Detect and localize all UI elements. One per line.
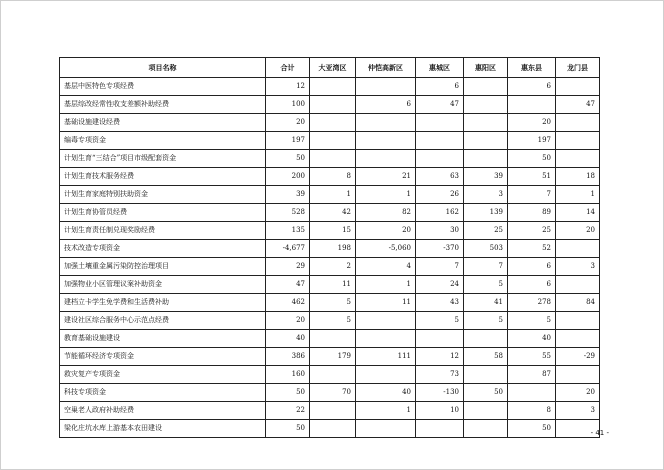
cell-zhongkai: 20 <box>356 222 416 240</box>
cell-huiyang: 503 <box>464 240 508 258</box>
cell-huiyang <box>464 330 508 348</box>
cell-project-name: 空巢老人政府补助经费 <box>60 402 266 420</box>
cell-huidong: 87 <box>508 366 556 384</box>
cell-zhongkai: 40 <box>356 384 416 402</box>
cell-project-name: 建档立卡学生免学费和生活费补助 <box>60 294 266 312</box>
table-row <box>60 348 600 366</box>
cell-zhongkai <box>356 114 416 132</box>
cell-dayawan: 11 <box>310 276 356 294</box>
cell-dayawan: 42 <box>310 204 356 222</box>
cell-longmen: 20 <box>556 222 600 240</box>
cell-dayawan: 5 <box>310 312 356 330</box>
cell-project-name: 基层综改经常性收支差额补助经费 <box>60 96 266 114</box>
cell-total: 462 <box>266 294 310 312</box>
cell-huidong: 52 <box>508 240 556 258</box>
cell-zhongkai <box>356 132 416 150</box>
cell-total: 29 <box>266 258 310 276</box>
cell-project-name: 加强土壤重金属污染防控治理项目 <box>60 258 266 276</box>
cell-dayawan <box>310 402 356 420</box>
cell-longmen: 14 <box>556 204 600 222</box>
cell-total: 135 <box>266 222 310 240</box>
cell-longmen: 47 <box>556 96 600 114</box>
cell-total: 100 <box>266 96 310 114</box>
cell-huiyang <box>464 96 508 114</box>
cell-huicheng <box>416 420 464 438</box>
cell-huicheng: -130 <box>416 384 464 402</box>
cell-huiyang: 5 <box>464 276 508 294</box>
header-dayawan: 大亚湾区 <box>310 58 356 78</box>
cell-total: 47 <box>266 276 310 294</box>
cell-total: 50 <box>266 384 310 402</box>
cell-zhongkai: 11 <box>356 294 416 312</box>
cell-project-name: 计划生育责任制兑现奖励经费 <box>60 222 266 240</box>
cell-longmen: 84 <box>556 294 600 312</box>
table-row <box>60 186 600 204</box>
cell-huidong: 7 <box>508 186 556 204</box>
cell-huicheng: 24 <box>416 276 464 294</box>
cell-project-name: 梁化庄坑水库上游基本农田建设 <box>60 420 266 438</box>
table-row <box>60 78 600 96</box>
cell-huicheng: 162 <box>416 204 464 222</box>
header-huiyang: 惠阳区 <box>464 58 508 78</box>
cell-huiyang: 39 <box>464 168 508 186</box>
page-number: - 41 - <box>590 429 609 437</box>
cell-huiyang <box>464 132 508 150</box>
cell-zhongkai: 1 <box>356 186 416 204</box>
cell-zhongkai <box>356 312 416 330</box>
cell-longmen <box>556 276 600 294</box>
cell-total: 20 <box>266 114 310 132</box>
header-huidong: 惠东县 <box>508 58 556 78</box>
cell-huicheng <box>416 330 464 348</box>
cell-dayawan: 8 <box>310 168 356 186</box>
cell-huicheng: 30 <box>416 222 464 240</box>
cell-total: -4,677 <box>266 240 310 258</box>
cell-project-name: 节能循环经济专项资金 <box>60 348 266 366</box>
table-row <box>60 276 600 294</box>
table-row <box>60 222 600 240</box>
cell-huicheng: 43 <box>416 294 464 312</box>
cell-total: 22 <box>266 402 310 420</box>
cell-huidong: 8 <box>508 402 556 420</box>
table-row <box>60 204 600 222</box>
cell-zhongkai <box>356 330 416 348</box>
cell-project-name: 基础设施建设经费 <box>60 114 266 132</box>
cell-huidong: 50 <box>508 150 556 168</box>
cell-huidong: 278 <box>508 294 556 312</box>
cell-project-name: 加强物业小区管理议案补助资金 <box>60 276 266 294</box>
cell-longmen <box>556 132 600 150</box>
cell-huidong: 6 <box>508 276 556 294</box>
cell-huidong: 25 <box>508 222 556 240</box>
cell-dayawan <box>310 150 356 168</box>
cell-huidong: 6 <box>508 258 556 276</box>
cell-total: 50 <box>266 150 310 168</box>
cell-huidong: 50 <box>508 420 556 438</box>
cell-huiyang: 41 <box>464 294 508 312</box>
funding-table <box>59 57 600 438</box>
header-total: 合计 <box>266 58 310 78</box>
cell-longmen: -29 <box>556 348 600 366</box>
cell-project-name: 计划生育协管员经费 <box>60 204 266 222</box>
cell-huicheng <box>416 132 464 150</box>
cell-longmen <box>556 240 600 258</box>
cell-total: 40 <box>266 330 310 348</box>
cell-dayawan <box>310 366 356 384</box>
cell-huiyang: 58 <box>464 348 508 366</box>
table-row <box>60 132 600 150</box>
header-zhongkai: 仲恺高新区 <box>356 58 416 78</box>
table-row <box>60 258 600 276</box>
table-row <box>60 96 600 114</box>
cell-dayawan <box>310 420 356 438</box>
cell-huidong <box>508 96 556 114</box>
cell-total: 386 <box>266 348 310 366</box>
cell-zhongkai <box>356 366 416 384</box>
cell-huiyang <box>464 150 508 168</box>
cell-huicheng: 6 <box>416 78 464 96</box>
cell-dayawan <box>310 114 356 132</box>
cell-huidong: 55 <box>508 348 556 366</box>
cell-huicheng: 73 <box>416 366 464 384</box>
cell-dayawan <box>310 132 356 150</box>
cell-zhongkai <box>356 78 416 96</box>
cell-total: 20 <box>266 312 310 330</box>
cell-dayawan: 15 <box>310 222 356 240</box>
cell-total: 197 <box>266 132 310 150</box>
cell-zhongkai: 111 <box>356 348 416 366</box>
cell-huiyang: 7 <box>464 258 508 276</box>
cell-zhongkai: 1 <box>356 402 416 420</box>
cell-project-name: 技术改造专项资金 <box>60 240 266 258</box>
table-row <box>60 330 600 348</box>
cell-total: 160 <box>266 366 310 384</box>
cell-longmen <box>556 78 600 96</box>
cell-total: 50 <box>266 420 310 438</box>
cell-huidong: 20 <box>508 114 556 132</box>
cell-total: 39 <box>266 186 310 204</box>
cell-huidong: 89 <box>508 204 556 222</box>
cell-huiyang: 139 <box>464 204 508 222</box>
cell-huicheng: 26 <box>416 186 464 204</box>
cell-huicheng <box>416 150 464 168</box>
cell-total: 200 <box>266 168 310 186</box>
table-row <box>60 384 600 402</box>
cell-zhongkai: 82 <box>356 204 416 222</box>
cell-total: 528 <box>266 204 310 222</box>
cell-huiyang: 3 <box>464 186 508 204</box>
cell-project-name: 计划生育家庭特别扶助资金 <box>60 186 266 204</box>
cell-huicheng <box>416 114 464 132</box>
cell-longmen <box>556 114 600 132</box>
cell-project-name: 计划生育“三结合”项目市级配套资金 <box>60 150 266 168</box>
table-row <box>60 114 600 132</box>
cell-huiyang <box>464 420 508 438</box>
cell-huidong: 40 <box>508 330 556 348</box>
header-huicheng: 惠城区 <box>416 58 464 78</box>
table-row <box>60 150 600 168</box>
cell-huicheng: 47 <box>416 96 464 114</box>
cell-dayawan: 2 <box>310 258 356 276</box>
cell-huiyang <box>464 366 508 384</box>
cell-dayawan: 179 <box>310 348 356 366</box>
table-row <box>60 294 600 312</box>
cell-longmen <box>556 366 600 384</box>
cell-huiyang <box>464 114 508 132</box>
header-project-name: 项目名称 <box>60 58 266 78</box>
table-row <box>60 168 600 186</box>
cell-project-name: 计划生育技术服务经费 <box>60 168 266 186</box>
cell-dayawan <box>310 78 356 96</box>
cell-dayawan: 70 <box>310 384 356 402</box>
cell-longmen: 1 <box>556 186 600 204</box>
cell-longmen <box>556 150 600 168</box>
table-container <box>59 57 600 438</box>
cell-dayawan: 5 <box>310 294 356 312</box>
cell-huicheng: 7 <box>416 258 464 276</box>
cell-project-name: 救灾复产专项资金 <box>60 366 266 384</box>
cell-zhongkai: 21 <box>356 168 416 186</box>
cell-project-name: 科技专项资金 <box>60 384 266 402</box>
cell-longmen <box>556 330 600 348</box>
cell-huidong: 51 <box>508 168 556 186</box>
cell-huicheng: 12 <box>416 348 464 366</box>
header-longmen: 龙门县 <box>556 58 600 78</box>
table-row <box>60 240 600 258</box>
cell-longmen: 20 <box>556 384 600 402</box>
cell-project-name: 教育基础设施建设 <box>60 330 266 348</box>
cell-huicheng: 63 <box>416 168 464 186</box>
cell-zhongkai: 1 <box>356 276 416 294</box>
cell-huidong <box>508 384 556 402</box>
cell-huiyang <box>464 78 508 96</box>
cell-dayawan <box>310 330 356 348</box>
cell-zhongkai: 4 <box>356 258 416 276</box>
table-row <box>60 420 600 438</box>
cell-zhongkai: -5,060 <box>356 240 416 258</box>
cell-longmen: 18 <box>556 168 600 186</box>
cell-huiyang <box>464 402 508 420</box>
cell-dayawan: 1 <box>310 186 356 204</box>
cell-longmen <box>556 312 600 330</box>
table-row <box>60 366 600 384</box>
table-header-row <box>60 58 600 78</box>
cell-zhongkai: 6 <box>356 96 416 114</box>
cell-huiyang: 25 <box>464 222 508 240</box>
cell-project-name: 基层中医特色专项经费 <box>60 78 266 96</box>
cell-huiyang: 50 <box>464 384 508 402</box>
cell-dayawan: 198 <box>310 240 356 258</box>
cell-project-name: 建设社区综合服务中心示范点经费 <box>60 312 266 330</box>
cell-zhongkai <box>356 150 416 168</box>
cell-huicheng: -370 <box>416 240 464 258</box>
cell-project-name: 编毒专项资金 <box>60 132 266 150</box>
cell-huidong: 6 <box>508 78 556 96</box>
table-row <box>60 312 600 330</box>
table-row <box>60 402 600 420</box>
cell-total: 12 <box>266 78 310 96</box>
cell-dayawan <box>310 96 356 114</box>
cell-zhongkai <box>356 420 416 438</box>
cell-huiyang: 5 <box>464 312 508 330</box>
cell-longmen: 3 <box>556 258 600 276</box>
cell-longmen: 3 <box>556 402 600 420</box>
cell-huicheng: 5 <box>416 312 464 330</box>
cell-huicheng: 10 <box>416 402 464 420</box>
cell-huidong: 5 <box>508 312 556 330</box>
cell-huidong: 197 <box>508 132 556 150</box>
